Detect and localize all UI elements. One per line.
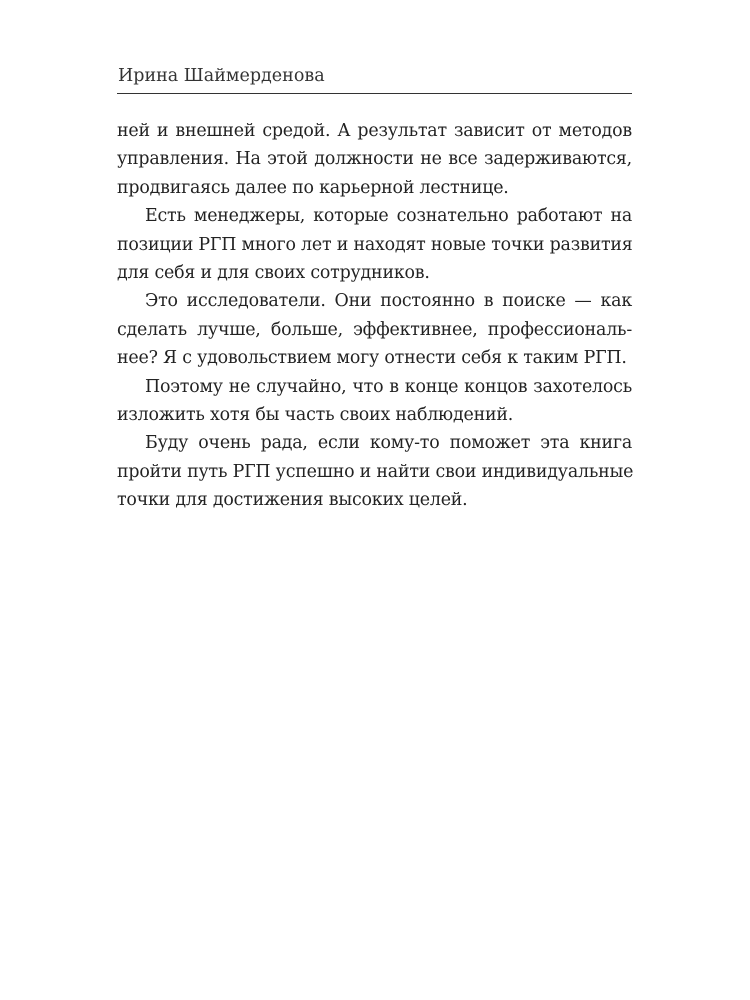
- text-line: Это исследователи. Они постоянно в поиске — как: [145, 291, 632, 312]
- running-header: [117, 66, 632, 94]
- text-line: нее? Я с удовольствием могу отнести себя к таким РГП.: [117, 348, 627, 369]
- paragraph: [117, 287, 632, 372]
- text-line: изложить хотя бы часть своих наблюдений.: [117, 404, 514, 425]
- text-line: пройти путь РГП успешно и найти свои индивидуальные: [117, 461, 634, 482]
- text-line: ней и внешней средой. А результат зависит от методов: [117, 121, 632, 141]
- paragraph: [117, 429, 632, 514]
- text-line: управления. На этой должности не все задерживаются,: [117, 149, 632, 170]
- text-line: Буду очень рада, если кому-то поможет эта книга: [145, 433, 632, 454]
- text-line: Есть менеджеры, которые сознательно работают на: [145, 206, 632, 227]
- paragraph: [117, 373, 632, 430]
- text-line: позиции РГП много лет и находят новые точки развития: [117, 234, 633, 255]
- text-line: Поэтому не случайно, что в конце концов захотелось: [145, 376, 632, 397]
- text-line: сделать лучше, больше, эффективнее, профессиональ-: [117, 319, 632, 340]
- author-name: Ирина Шаймерденова: [118, 66, 325, 86]
- body-text: [117, 117, 632, 514]
- text-line: точки для достижения высоких целей.: [117, 490, 468, 511]
- text-line: продвигаясь далее по карьерной лестнице.: [117, 177, 509, 198]
- paragraph: [117, 202, 632, 287]
- paragraph: [117, 117, 632, 202]
- text-line: для себя и для своих сотрудников.: [117, 262, 430, 283]
